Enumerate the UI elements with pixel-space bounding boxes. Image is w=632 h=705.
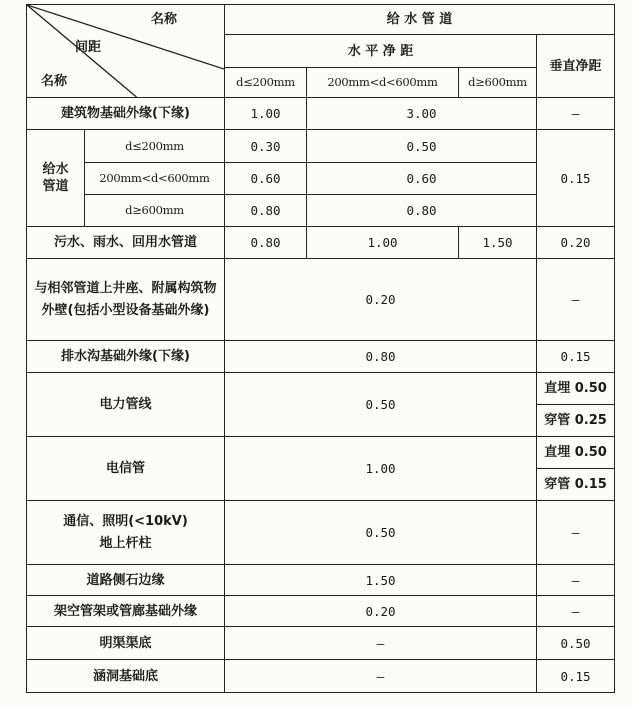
table-row [27, 98, 615, 130]
row-label-channel: 明渠渠底 [27, 627, 225, 660]
cell-value: 0.50 [537, 627, 615, 660]
cell-value: 0.20 [225, 596, 537, 627]
table-row [27, 130, 615, 163]
row-label-culvert: 涵洞基础底 [27, 660, 225, 693]
table-row [27, 163, 615, 195]
cell-value: 0.30 [225, 130, 307, 163]
row-label-building: 建筑物基础外缘(下缘) [27, 98, 225, 130]
horizontal-title: 水 平 净 距 [225, 35, 537, 68]
row-label-water3: d≥600mm [85, 195, 225, 227]
vertical-title: 垂直净距 [537, 35, 615, 98]
cell-value: 1.50 [459, 227, 537, 259]
pipe-spacing-table [26, 4, 615, 693]
table-row [27, 596, 615, 627]
cell-value: — [537, 98, 615, 130]
cell-value: 直埋 0.50 [537, 437, 614, 469]
row-label-adjacent: 与相邻管道上井座、附属构筑物外壁(包括小型设备基础外缘) [27, 259, 225, 341]
cell-value: 穿管 0.25 [544, 413, 607, 428]
corner-header-cell [27, 5, 225, 98]
cell-value: 0.20 [225, 259, 537, 341]
cell-value: 0.15 [537, 130, 615, 227]
corner-bottom-label: 名称 [41, 74, 68, 89]
row-label-sewage: 污水、雨水、回用水管道 [27, 227, 225, 259]
cell-value: — [225, 660, 537, 693]
table-row [27, 627, 615, 660]
cell-value: 1.00 [225, 437, 537, 501]
col-header-d-large: d≥600mm [459, 68, 537, 98]
table-row [27, 501, 615, 565]
group-title: 给 水 管 道 [225, 5, 615, 35]
table-row [27, 660, 615, 693]
cell-value: 穿管 0.15 [544, 477, 607, 492]
cell-value: — [225, 627, 537, 660]
cell-value: 0.15 [537, 341, 615, 373]
cell-value: — [537, 501, 615, 565]
row-label-telecom: 电信管 [27, 437, 225, 501]
cell-value: — [537, 596, 615, 627]
row-label-overhead: 架空管架或管廊基础外缘 [27, 596, 225, 627]
row-group-label-water: 给水 管道 [27, 130, 85, 227]
table-row [27, 565, 615, 596]
cell-value: 0.60 [225, 163, 307, 195]
row-label-ditch: 排水沟基础外缘(下缘) [27, 341, 225, 373]
row-label-water2: 200mm<d<600mm [85, 163, 225, 195]
cell-value: 1.50 [225, 565, 537, 596]
table-row [27, 227, 615, 259]
row-label-curb: 道路侧石边缘 [27, 565, 225, 596]
split-cell [537, 437, 615, 501]
split-cell [537, 373, 615, 437]
table-row [27, 341, 615, 373]
cell-value: 3.00 [307, 98, 537, 130]
table-row [27, 437, 615, 501]
corner-mid-label: 间距 [75, 40, 102, 55]
row-label-water1: d≤200mm [85, 130, 225, 163]
col-header-d-mid: 200mm<d<600mm [307, 68, 459, 98]
cell-value: — [537, 259, 615, 341]
cell-value: 0.20 [537, 227, 615, 259]
cell-value: 1.00 [307, 227, 459, 259]
corner-top-label: 名称 [151, 12, 178, 27]
cell-value: 0.50 [307, 130, 537, 163]
table-row [27, 259, 615, 341]
cell-value: 直埋 0.50 [537, 373, 614, 405]
row-label-power: 电力管线 [27, 373, 225, 437]
cell-value: 0.80 [225, 195, 307, 227]
cell-value: 0.80 [307, 195, 537, 227]
cell-value: 0.50 [225, 501, 537, 565]
col-header-d-small: d≤200mm [225, 68, 307, 98]
cell-value: 1.00 [225, 98, 307, 130]
row-label-pole: 通信、照明(<10kV)地上杆柱 [27, 501, 225, 565]
cell-value: 0.80 [225, 341, 537, 373]
cell-value: 0.60 [307, 163, 537, 195]
table-row [27, 373, 615, 437]
cell-value: 0.50 [225, 373, 537, 437]
table-row [27, 195, 615, 227]
cell-value: 0.80 [225, 227, 307, 259]
cell-value: 0.15 [537, 660, 615, 693]
cell-value: — [537, 565, 615, 596]
